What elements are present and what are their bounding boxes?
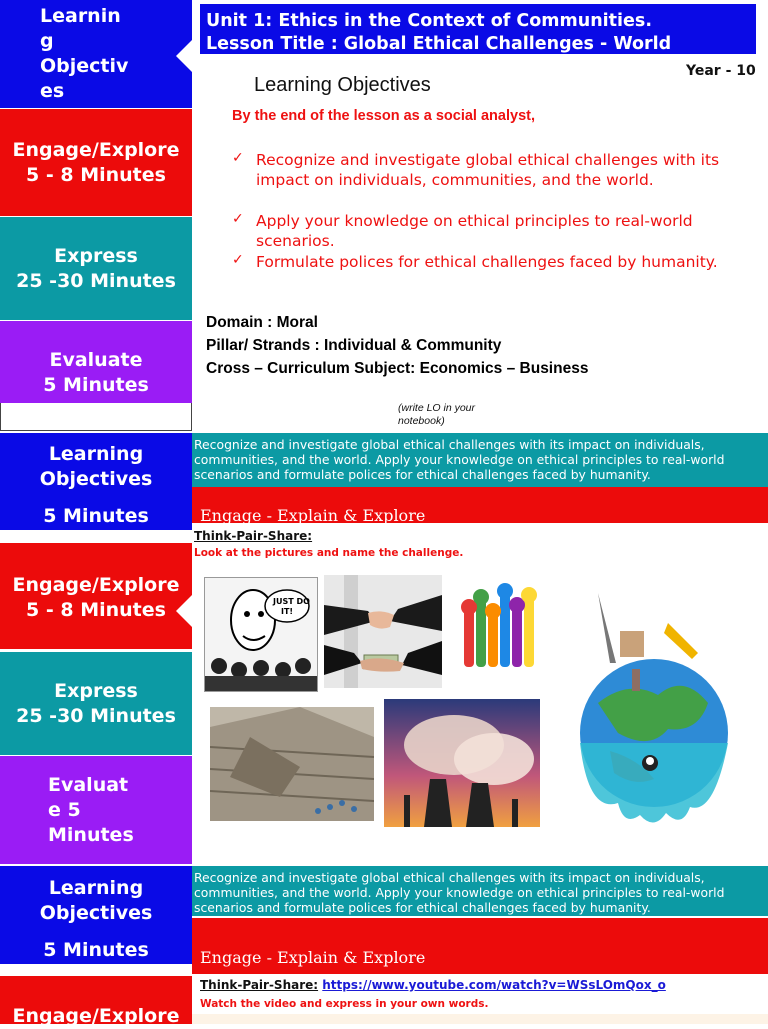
- tab-label: Engage/Explore: [12, 574, 180, 596]
- tab-label: 25 -30 Minutes: [16, 704, 176, 727]
- tab-engage-explore[interactable]: [0, 109, 192, 216]
- objective-2: [232, 211, 752, 251]
- objective-3: [232, 252, 752, 272]
- slide-1: [0, 0, 768, 432]
- raised-hands-image: [458, 577, 544, 677]
- objective-text: Recognize and investigate global ethical challenges with its impact on individuals, communities, and the world.: [256, 151, 720, 189]
- curriculum-info: [206, 311, 588, 380]
- tab-label: Evaluat: [48, 773, 129, 796]
- lo-intro: By the end of the lesson as a social analyst,: [232, 108, 535, 124]
- active-tab-pointer: [176, 595, 192, 627]
- cartoon-image: [204, 577, 318, 692]
- collapsed-building-image: [210, 707, 374, 821]
- tab-learning-objectives[interactable]: [0, 0, 192, 108]
- tab-label: 5 Minutes: [43, 938, 149, 961]
- tab-label: Learnin: [40, 5, 121, 27]
- tab-express[interactable]: [0, 652, 192, 755]
- think-pair-share-label: Think-Pair-Share:: [194, 529, 313, 543]
- tab-label: Objectiv: [40, 55, 129, 77]
- active-tab-pointer: [176, 40, 192, 72]
- tab-label: Minutes: [48, 823, 134, 846]
- lesson-header: [200, 4, 756, 54]
- tab-label: e 5: [48, 798, 81, 821]
- tab-label: es: [40, 80, 65, 102]
- section-bar: Engage - Explain & Explore: [192, 487, 768, 523]
- check-icon: ✓: [232, 252, 244, 268]
- tab-learning-objectives[interactable]: [0, 433, 192, 530]
- tab-label: 5 Minutes: [43, 374, 149, 396]
- tab-engage-explore[interactable]: [0, 543, 192, 649]
- tab-label: Engage/Explore: [12, 1005, 180, 1027]
- tab-express[interactable]: [0, 217, 192, 320]
- tab-learning-objectives[interactable]: [0, 866, 192, 964]
- tab-label: 5 - 8 Minutes: [26, 163, 166, 186]
- tab-spacer: [0, 403, 192, 431]
- factory-pollution-image: [384, 699, 540, 827]
- tab-label: Engage/Explore: [12, 138, 180, 161]
- tab-label: Learning: [48, 876, 144, 899]
- svg-text:JUST DO: JUST DO: [273, 597, 310, 606]
- slide-3: [0, 866, 768, 1027]
- video-link[interactable]: https://www.youtube.com/watch?v=WSsLOmQox_o: [322, 978, 666, 992]
- video-prompt: [200, 978, 666, 992]
- tab-label: 5 Minutes: [43, 505, 149, 527]
- objective-1: [232, 150, 752, 190]
- lo-summary-banner: Recognize and investigate global ethical challenges with its impact on individuals, communities, and the world. Apply your knowledge on ethical principles to real-world scenarios and formulate polices for ethical challenges faced by humanity.: [192, 433, 768, 487]
- lesson-title: Lesson Title : Global Ethical Challenges - World: [206, 34, 672, 54]
- slide-2: [0, 433, 768, 865]
- tab-evaluate[interactable]: [0, 321, 192, 403]
- cross-curriculum-text: Cross – Curriculum Subject: Economics – Business: [206, 360, 589, 377]
- think-pair-share-label: Think-Pair-Share:: [200, 978, 319, 992]
- tab-label: Express: [54, 679, 138, 702]
- unit-title: Unit 1: Ethics in the Context of Communities.: [206, 11, 652, 31]
- svg-text:IT!: IT!: [281, 607, 294, 616]
- year-label: Year - 10: [686, 63, 756, 79]
- tab-label: Objectives: [39, 468, 153, 490]
- tab-label: g: [40, 30, 54, 52]
- objective-text: Formulate polices for ethical challenges faced by humanity.: [256, 253, 718, 271]
- domain-text: Domain : Moral: [206, 314, 318, 331]
- melting-globe-image: [558, 583, 750, 833]
- tab-label: Objectives: [39, 901, 153, 924]
- notebook-note: (write LO in your notebook): [398, 402, 476, 427]
- lo-heading: Learning Objectives: [254, 74, 431, 96]
- objective-text: Apply your knowledge on ethical principles to real-world scenarios.: [256, 212, 693, 250]
- tab-label: Evaluate: [49, 349, 143, 371]
- lo-summary-banner: Recognize and investigate global ethical challenges with its impact on individuals, communities, and the world. Apply your knowledge on ethical principles to real-world scenarios and formulate polices for ethical challenges faced by humanity.: [192, 866, 768, 916]
- tab-engage-explore[interactable]: [0, 976, 192, 1027]
- tab-label: Learning: [48, 443, 144, 465]
- section-bar: Engage - Explain & Explore: [192, 918, 768, 974]
- instruction-text: Watch the video and express in your own words.: [200, 998, 489, 1010]
- check-icon: ✓: [232, 150, 244, 166]
- tab-label: 25 -30 Minutes: [16, 269, 176, 292]
- check-icon: ✓: [232, 211, 244, 227]
- tab-evaluate[interactable]: [0, 756, 192, 864]
- tab-label: 5 - 8 Minutes: [26, 599, 166, 621]
- instruction-text: Look at the pictures and name the challenge.: [194, 547, 464, 559]
- tab-label: Express: [54, 244, 138, 267]
- pillar-text: Pillar/ Strands : Individual & Community: [206, 337, 502, 354]
- bribery-handshake-image: [324, 575, 442, 688]
- bottom-strip: [192, 1014, 768, 1024]
